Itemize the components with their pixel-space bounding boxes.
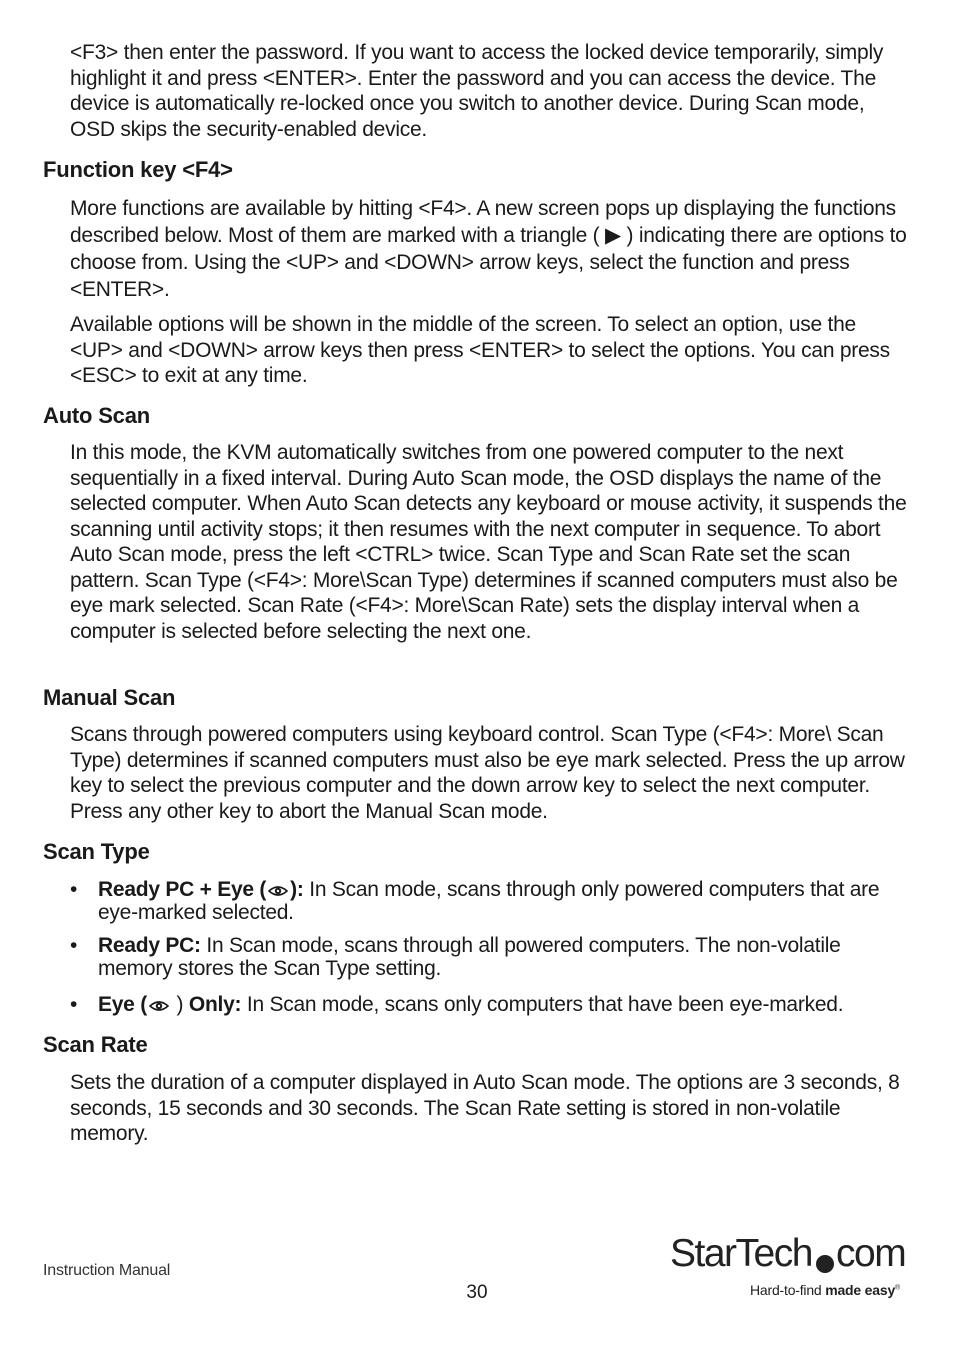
bullet-dot: • [70,878,78,901]
logo-tagline-plain: Hard-to-find [750,1282,826,1298]
bullet-description: In Scan mode, scans only computers that have been eye-marked. [241,993,844,1016]
intro-paragraph: <F3> then enter the password. If you want to access the locked device temporarily, simply highlight it and press <ENTER>. Enter the password and you can access the device. The device is automatically re-locked once you switch to another device. During Scan mode, OSD skips the security-enabled device. [70,41,884,141]
bullet-bold-label: Ready PC: [98,934,201,957]
auto-scan-paragraph: In this mode, the KVM automatically switches from one powered computer to the next sequentially in a fixed interval. During Auto Scan mode, the OSD displays the name of the selected computer. When Auto Scan detects any keyboard or mouse activity, it suspends the scanning until activity stops; it then resumes with the next computer in sequence. To abort Auto Scan mode, press the left <CTRL> twice. Scan Type and Scan Rate set the scan pattern. Scan Type (<F4>: More\Scan Type) determines if scanned computers must also be eye mark selected. Scan Rate (<F4>: More\Scan Rate) sets the display interval when a computer is selected before selecting the next one. [70,441,907,643]
function-key-paragraph-2: Available options will be shown in the middle of the screen. To select an option, use the <UP> and <DOWN> arrow keys then press <ENTER> to select the options. You can press <ESC> to exit at any time. [70,313,890,387]
heading-manual-scan: Manual Scan [43,685,176,710]
heading-scan-rate: Scan Rate [43,1032,148,1057]
logo-domain-suffix: com [836,1232,906,1275]
bullet-bold-label-end: Only: [188,993,242,1016]
bullet-text [98,993,910,1016]
footer-document-title: Instruction Manual [43,1262,171,1279]
bullet-text [98,878,910,924]
logo-wordmark: StarTech [670,1232,812,1275]
function-key-paragraph-1: More functions are available by hitting <F4>. A new screen pops up displaying the functions described below. Most of them are marked with a triangle ( ▶ ) indicating there are options to choose from. Using the <UP> and <DOWN> arrow keys, select the function and press <ENTER>. [70,197,907,301]
registered-mark: ® [895,1284,900,1292]
manual-scan-paragraph: Scans through powered computers using keyboard control. Scan Type (<F4>: More\ Scan Type) determines if scanned computers must also be eye mark selected. Press the up arrow key to select the previous computer and the down arrow key to select the next computer. Press any other key to abort the Manual Scan mode. [70,723,905,823]
logo-tagline [750,1282,900,1298]
scan-type-bullet-ready-pc [70,934,910,980]
bullet-dot: • [70,934,78,957]
bullet-description: In Scan mode, scans through all powered computers. The non-volatile memory stores the Scan Type setting. [98,934,841,980]
scan-rate-paragraph: Sets the duration of a computer displayed in Auto Scan mode. The options are 3 seconds, 8 seconds, 15 seconds and 30 seconds. The Scan Rate setting is stored in non-volatile memory. [70,1071,900,1145]
logo-tagline-bold: made easy [825,1282,896,1298]
page-number: 30 [466,1282,488,1303]
bullet-plain-paren: ) [170,993,189,1016]
scan-type-bullet-ready-pc-eye [70,878,910,924]
bullet-bold-label: Eye ( [98,993,147,1016]
bullet-description: In Scan mode, scans through only powered computers that are eye-marked selected. [98,878,880,924]
heading-scan-type: Scan Type [43,839,150,864]
startech-logo [670,1232,910,1302]
heading-auto-scan: Auto Scan [43,403,150,428]
eye-icon [149,999,169,1013]
heading-function-key: Function key <F4> [43,157,233,182]
bullet-dot: • [70,993,78,1016]
eye-icon [268,884,288,898]
bullet-bold-label-end: ): [290,878,304,901]
bullet-text [98,934,910,980]
logo-dot-icon [816,1255,834,1273]
scan-type-bullet-eye-only [70,993,910,1016]
bullet-bold-label: Ready PC + Eye ( [98,878,267,901]
